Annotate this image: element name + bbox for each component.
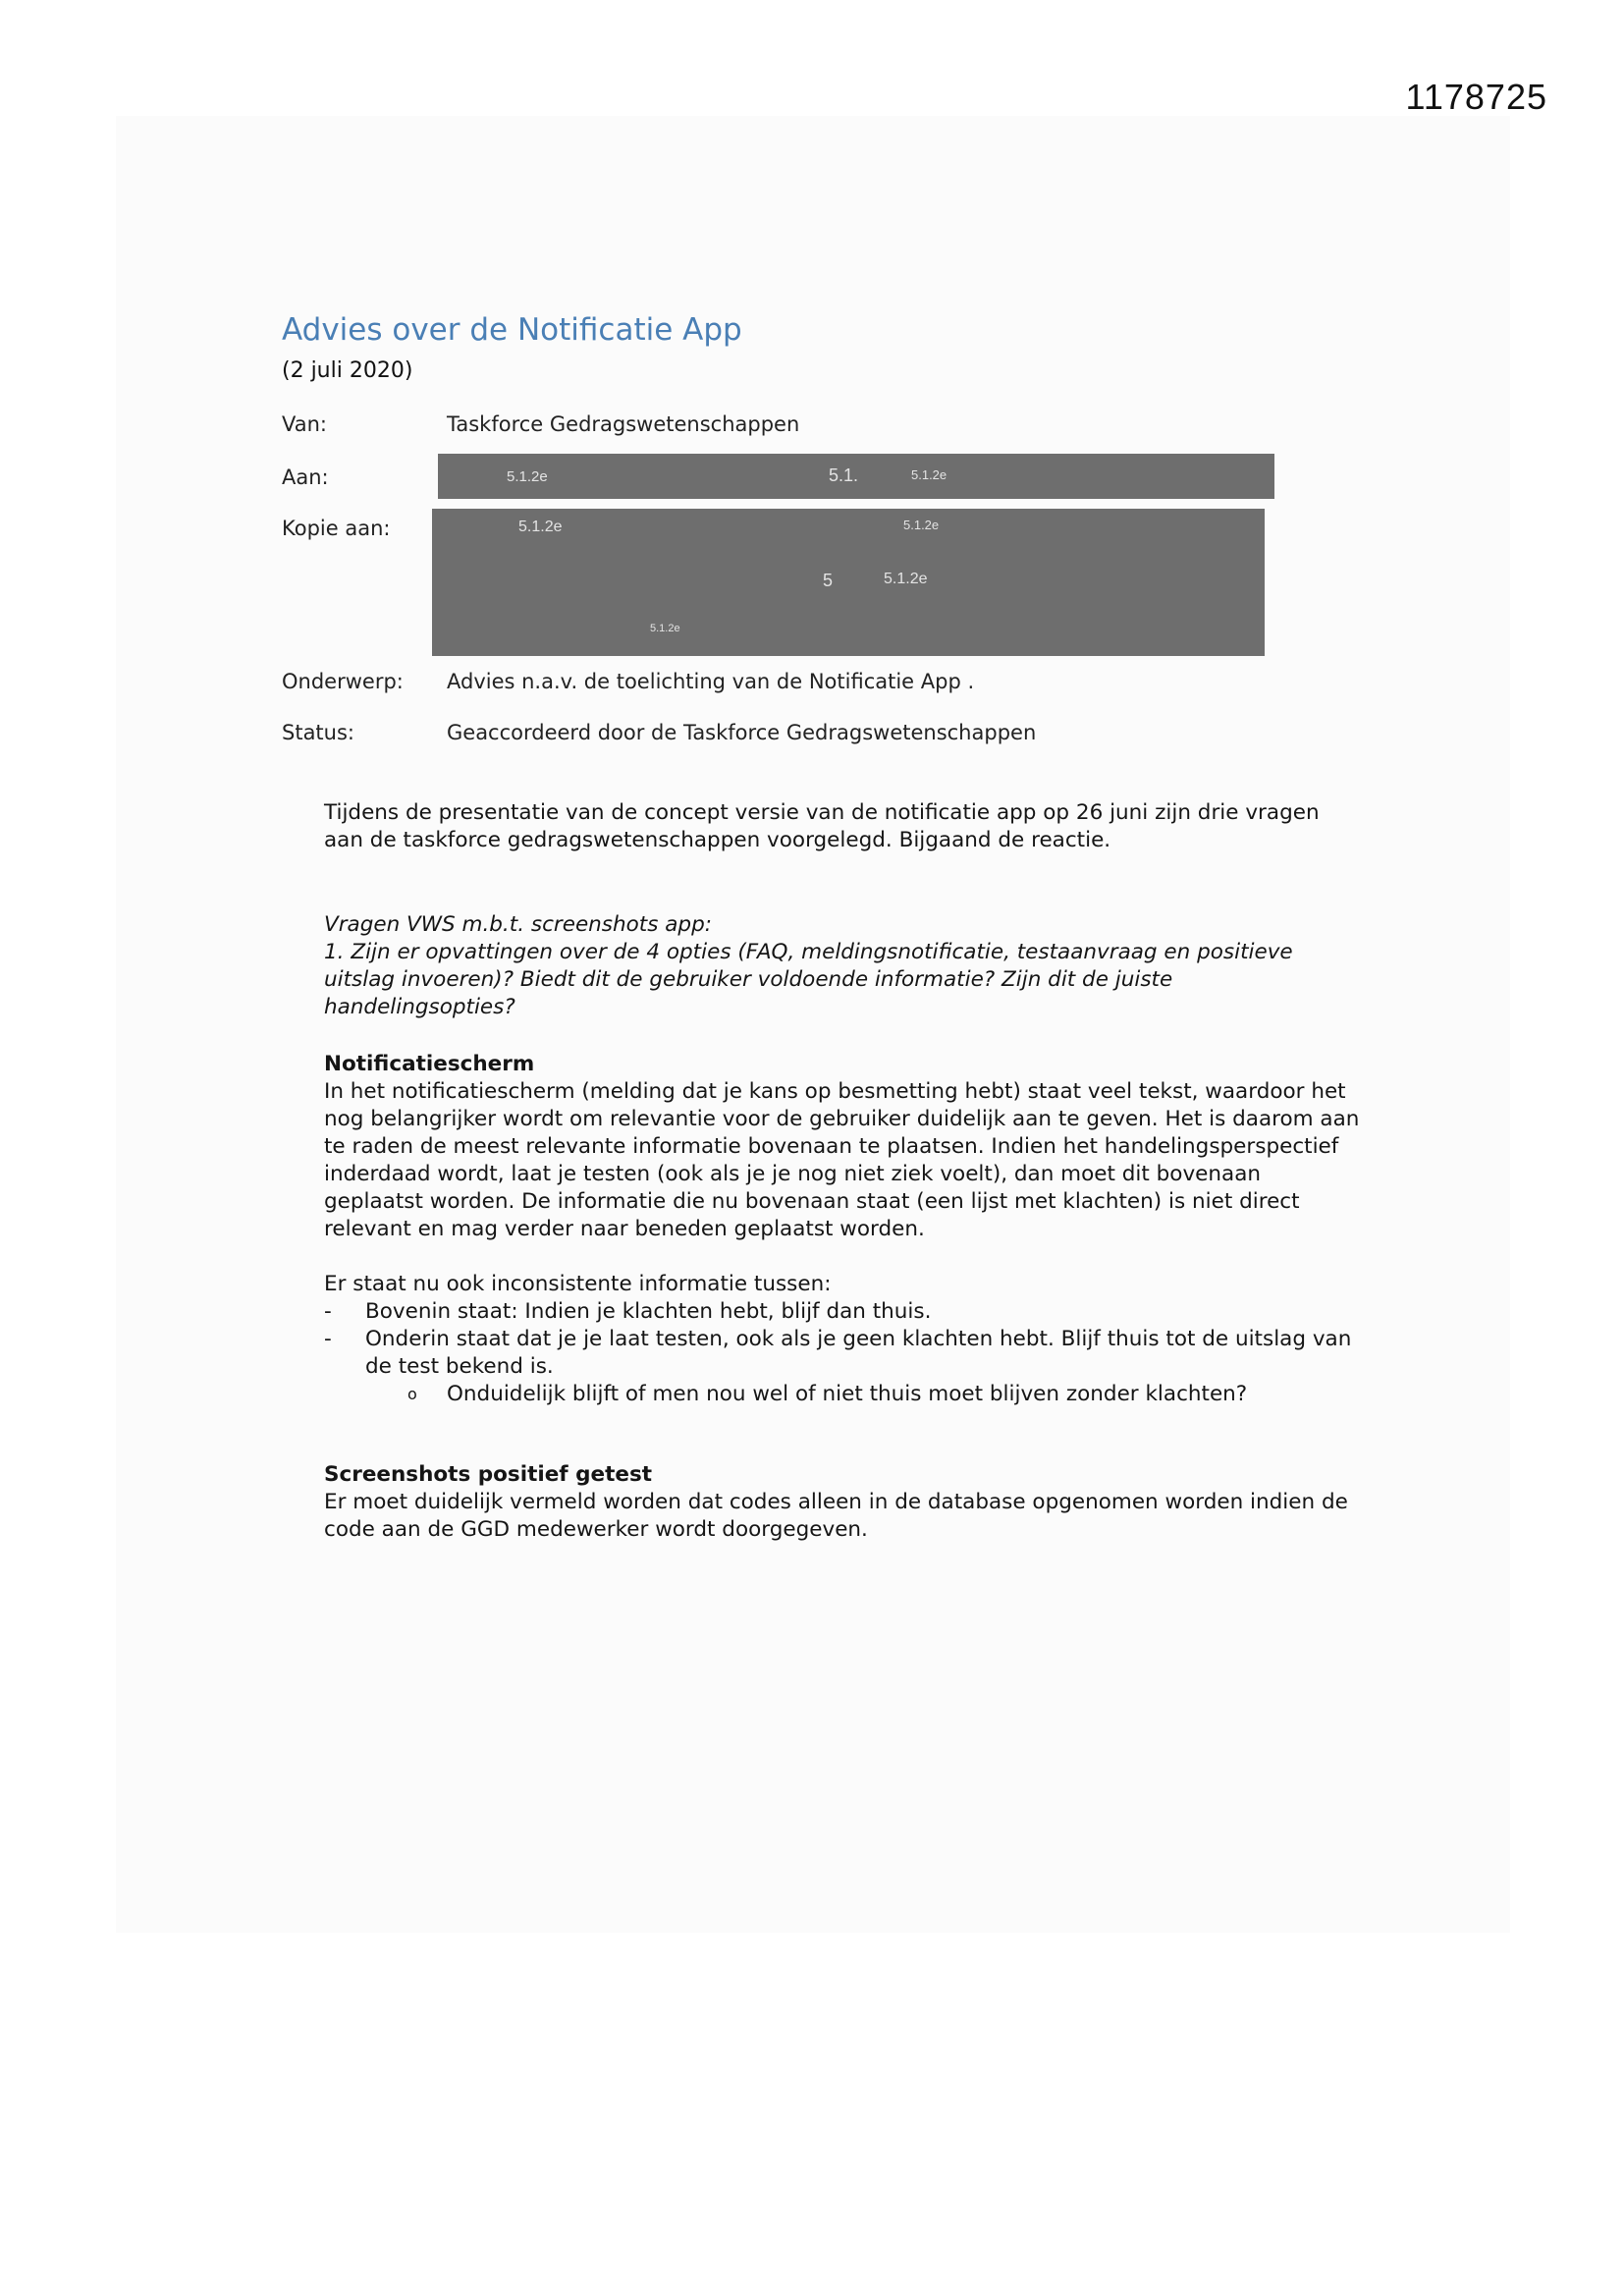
redaction-code: 5.1.2e: [911, 467, 947, 482]
redaction-code: 5.1.2e: [903, 518, 940, 532]
section-heading: Notificatiescherm: [324, 1052, 535, 1076]
circle-bullet-marker: o: [407, 1385, 417, 1403]
dash-marker: -: [324, 1299, 332, 1324]
redaction-code: 5.1.2e: [507, 468, 548, 485]
list-item-text: Onderin staat dat je je laat testen, ook als je geen klachten hebt. Blijf thuis tot de uitslag van de test bekend is.: [365, 1327, 1352, 1379]
section-paragraph: Er moet duidelijk vermeld worden dat codes alleen in de database opgenomen worden indien de code aan de GGD medewerker wordt doorgegeven.: [324, 1490, 1348, 1542]
redaction-code: 5: [823, 571, 834, 590]
van-label: Van:: [282, 412, 327, 436]
section-notificatiescherm: [324, 1051, 1365, 1408]
scan-background: [116, 116, 1510, 1933]
document-date: (2 juli 2020): [282, 358, 413, 383]
section-heading: Screenshots positief getest: [324, 1462, 653, 1487]
onderwerp-label: Onderwerp:: [282, 670, 404, 693]
onderwerp-value: Advies n.a.v. de toelichting van de Notificatie App .: [447, 670, 975, 693]
aan-redaction-block: [438, 454, 1274, 499]
redaction-code: 5.1.: [829, 465, 859, 485]
dash-marker: -: [324, 1327, 332, 1351]
kopie-redaction-block: [432, 509, 1265, 656]
sub-list-item-text: Onduidelijk blijft of men nou wel of niet thuis moet blijven zonder klachten?: [447, 1382, 1248, 1406]
list-item-text: Bovenin staat: Indien je klachten hebt, blijf dan thuis.: [365, 1299, 932, 1324]
question-1: 1. Zijn er opvattingen over de 4 opties (FAQ, meldingsnotificatie, testaanvraag en positieve uitslag invoeren)? Biedt dit de gebruiker voldoende informatie? Zijn dit de juiste handelingsopties?: [324, 940, 1293, 1019]
status-label: Status:: [282, 721, 354, 744]
kopie-label: Kopie aan:: [282, 517, 391, 540]
aan-label: Aan:: [282, 465, 329, 489]
intro-paragraph: [324, 799, 1365, 854]
list-item: [324, 1326, 1365, 1381]
van-value: Taskforce Gedragswetenschappen: [447, 412, 800, 436]
questions-heading: Vragen VWS m.b.t. screenshots app:: [324, 912, 712, 937]
intro-text: Tijdens de presentatie van de concept versie van de notificatie app op 26 juni zijn drie vragen aan de taskforce gedragswetenschappen voorgelegd. Bijgaand de reactie.: [324, 800, 1320, 852]
list-item: [324, 1298, 1365, 1326]
list-intro: Er staat nu ook inconsistente informatie tussen:: [324, 1272, 832, 1296]
questions-block: [324, 911, 1365, 1021]
document-title: Advies over de Notificatie App: [282, 312, 742, 348]
section-screenshots: [324, 1461, 1365, 1544]
document-number: 1178725: [1405, 77, 1547, 117]
sub-list-item: [324, 1381, 1365, 1408]
redaction-code: 5.1.2e: [884, 571, 928, 587]
section-paragraph: In het notificatiescherm (melding dat je kans op besmetting hebt) staat veel tekst, waardoor het nog belangrijker wordt om relevantie voor de gebruiker duidelijk aan te geven. Het is daarom aan te raden de meest relevante informatie bovenaan te plaatsen. Indien het handelingsperspectief inderdaad wordt, laat je testen (ook als je je nog niet ziek voelt), dan moet dit bovenaan geplaatst worden. De informatie die nu bovenaan staat (een lijst met klachten) is niet direct relevant en mag verder naar beneden geplaatst worden.: [324, 1079, 1360, 1241]
redaction-code: 5.1.2e: [650, 623, 680, 634]
redaction-code: 5.1.2e: [518, 519, 563, 535]
status-value: Geaccordeerd door de Taskforce Gedragswetenschappen: [447, 721, 1037, 744]
